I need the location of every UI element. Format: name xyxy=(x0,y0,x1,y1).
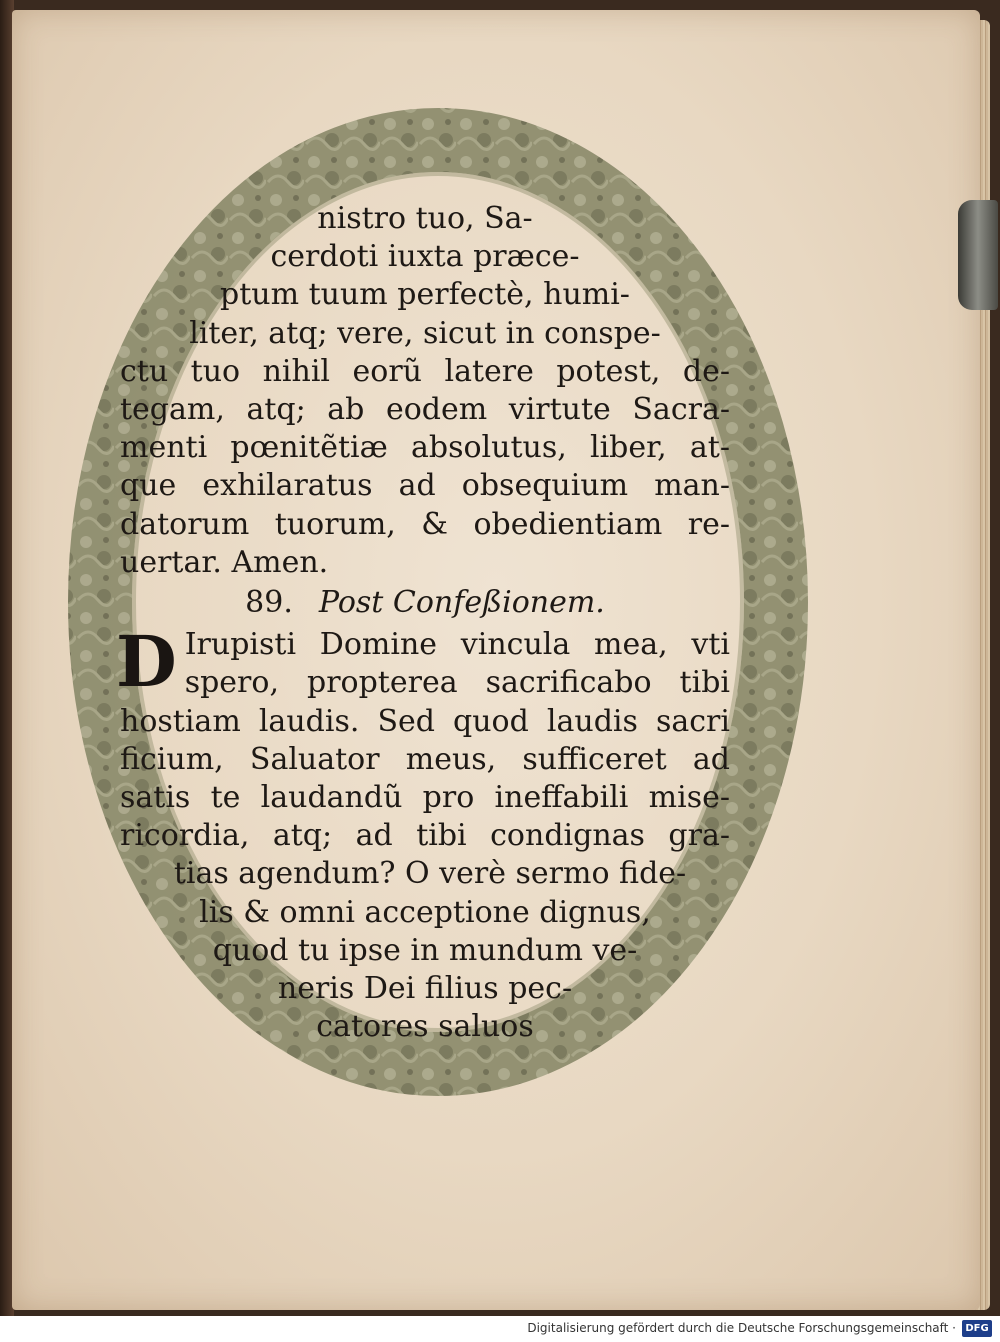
text-line: ficium, Saluator meus, sufficeret ad xyxy=(120,741,730,777)
dfg-logo-icon: DFG xyxy=(962,1320,992,1337)
section-number: 89. xyxy=(245,585,293,621)
text-line: spero, propterea sacrificabo tibi xyxy=(184,665,730,701)
text-line: lis & omni acceptione dignus, xyxy=(199,894,651,930)
text-line: datorum tuorum, & obedientiam re- xyxy=(120,506,730,542)
text-line: quod tu ipse in mundum ve- xyxy=(212,932,638,968)
text-line: que exhilaratus ad obsequium man- xyxy=(120,468,730,504)
text-line: tias agendum? O verè sermo fide- xyxy=(173,856,687,892)
text-line: Irupisti Domine vincula mea, vti xyxy=(184,627,730,663)
section-heading xyxy=(120,584,730,622)
text-line: uertar. Amen. xyxy=(120,544,329,580)
text-line: liter, atq; vere, sicut in conspe- xyxy=(189,315,661,351)
text-line: ptum tuum perfectè, humi- xyxy=(220,277,630,313)
text-line: menti pœnitẽtiæ absolutus, liber, at- xyxy=(120,430,730,466)
section-title: Post Confeßionem. xyxy=(318,585,605,621)
text-line: satis te laudandũ pro ineffabili mise- xyxy=(120,780,730,816)
footer-bar xyxy=(0,1316,1000,1342)
drop-capital: D xyxy=(116,620,177,704)
text-line: nistro tuo, Sa- xyxy=(317,201,533,236)
text-line: tegam, atq; ab eodem virtute Sacra- xyxy=(120,392,730,428)
prayer-paragraph xyxy=(116,620,730,1046)
text-line: cerdoti iuxta præce- xyxy=(270,239,580,275)
text-line: ricordia, atq; ad tibi condignas gra- xyxy=(120,818,730,854)
latin-prayer-text xyxy=(116,200,730,1046)
text-line: hostiam laudis. Sed quod laudis sacri xyxy=(120,703,730,739)
text-line: catores saluos xyxy=(316,1009,534,1045)
text-line: ctu tuo nihil eorũ latere potest, de- xyxy=(120,353,730,389)
text-line: neris Dei filius pec- xyxy=(277,971,573,1007)
funding-credit: Digitalisierung gefördert durch die Deutsche Forschungsgemeinschaft · xyxy=(527,1321,956,1335)
